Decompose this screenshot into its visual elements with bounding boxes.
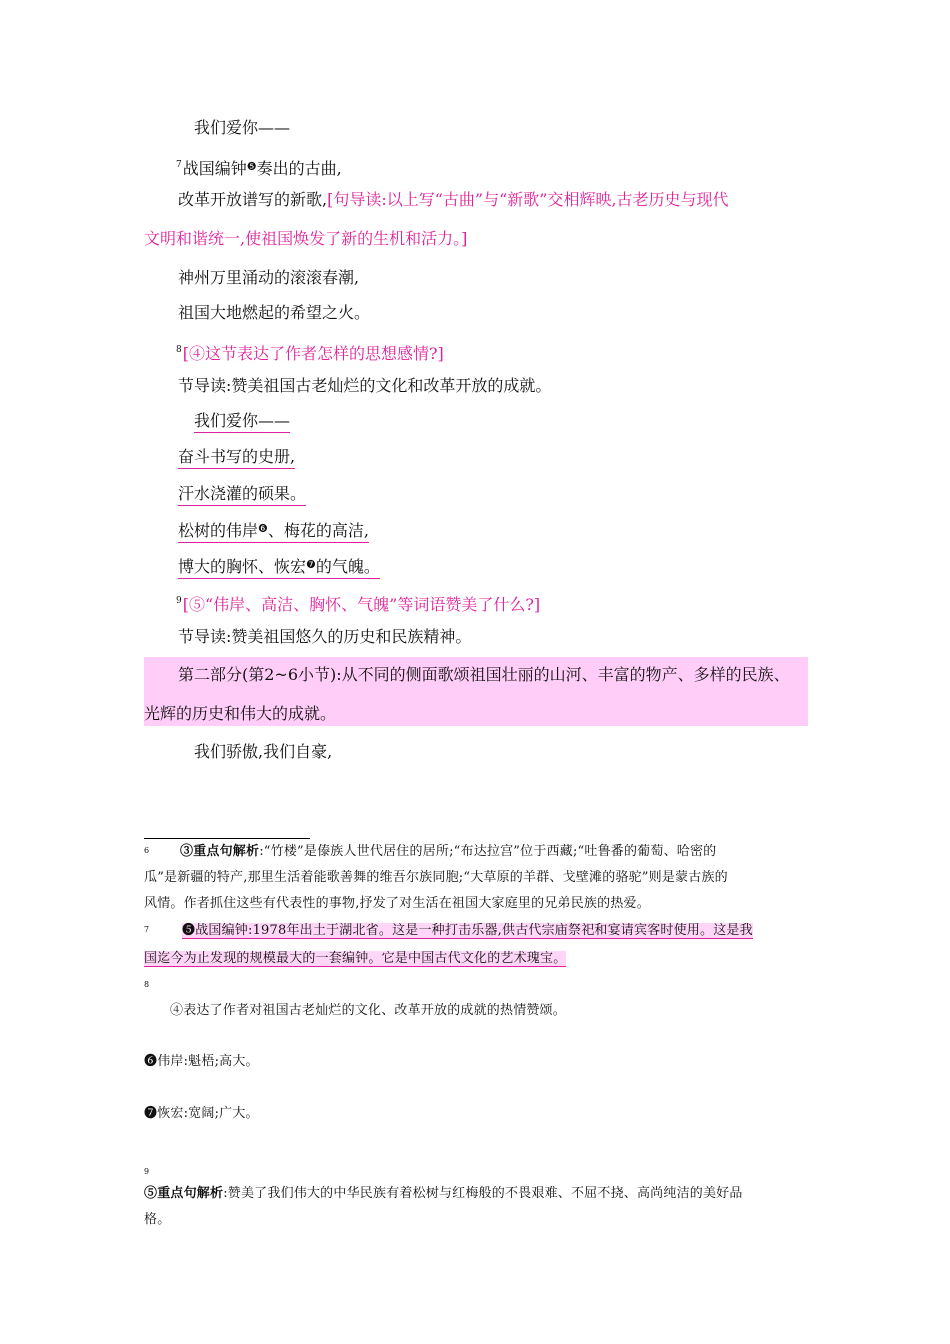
footnote-number: 9: [144, 1167, 150, 1176]
poem-text: 松树的伟岸: [178, 521, 259, 540]
footnote-number: 8: [144, 980, 150, 989]
section-guide: 节导读:赞美祖国悠久的历史和民族精神。: [178, 627, 472, 646]
poem-line: [178, 190, 729, 210]
footnote-text: 风情。作者抓住这些有代表性的事物,抒发了对生活在祖国大家庭里的兄弟民族的热爱。: [144, 896, 650, 911]
section-guide: 节导读:赞美祖国古老灿烂的文化和改革开放的成就。: [178, 376, 552, 395]
highlighted-footnote: 国迄今为止发现的规模最大的一套编钟。它是中国古代文化的艺术瑰宝。: [144, 951, 567, 966]
poem-line: [178, 555, 380, 577]
poem-line: 我们爱你——: [194, 118, 291, 137]
question-text: [⑤“伟岸、高洁、胸怀、气魄”等词语赞美了什么?]: [182, 595, 541, 614]
poem-text: 、梅花的高洁,: [267, 521, 369, 540]
question-text: [④这节表达了作者怎样的思想感情?]: [182, 344, 444, 363]
footnote-label: ⑤重点句解析: [144, 1186, 224, 1201]
poem-line: [194, 411, 290, 431]
footnote-text: 格。: [144, 1212, 171, 1227]
footnote-text: 瓜”是新疆的特产,那里生活着能歌善舞的维吾尔族同胞;“大草原的羊群、戈壁滩的骆驼”则是蒙古族的: [144, 870, 728, 885]
footnote-text: [180, 843, 716, 861]
footnote-text: ④表达了作者对祖国古老灿烂的文化、改革开放的成就的热情赞颂。: [170, 1003, 567, 1018]
footnote-text: [144, 1185, 743, 1203]
poem-text: 的气魄。: [315, 557, 380, 576]
poem-line: [176, 155, 342, 179]
poem-line: 我们骄傲,我们自豪,: [194, 742, 333, 761]
annotation-mark: ❺: [246, 160, 257, 173]
underlined-text: 汗水浇灌的硕果。: [178, 484, 306, 506]
question-line: [176, 591, 540, 615]
footnote-ref: 8: [176, 345, 182, 355]
annotation-mark: ❻: [258, 522, 268, 535]
underlined-text: [178, 557, 380, 579]
footnote-label: ③重点句解析: [180, 844, 260, 859]
footnote-body: :“竹楼”是傣族人世代居住的居所;“布达拉宫”位于西藏;“吐鲁番的葡萄、哈密的: [259, 844, 717, 859]
word-note: ❼恢宏:宽阔;广大。: [144, 1106, 259, 1121]
highlighted-footnote: ❺战国编钟:1978年出土于湖北省。这是一种打击乐器,供古代宗庙祭祀和宴请宾客时使用。这是我: [182, 923, 753, 938]
part-summary: 第二部分(第2~6小节):从不同的侧面歌颂祖国壮丽的山河、丰富的物产、多样的民族、: [178, 665, 790, 684]
poem-line: [178, 484, 306, 504]
footnote-divider: [144, 838, 310, 839]
poem-text: 改革开放谱写的新歌,: [178, 190, 328, 209]
poem-line: [178, 447, 295, 467]
footnote-text: [144, 950, 566, 968]
question-line: [176, 340, 444, 364]
guide-note: [句导读:以上写“古曲”与“新歌”交相辉映,古老历史与现代: [327, 190, 729, 209]
part-summary: 光辉的历史和伟大的成就。: [144, 704, 337, 723]
poem-line: [178, 519, 369, 541]
guide-note: 文明和谐统一,使祖国焕发了新的生机和活力。]: [144, 229, 468, 248]
underlined-text: 我们爱你——: [194, 411, 290, 433]
underlined-text: 奋斗书写的史册,: [178, 447, 295, 469]
poem-text: 博大的胸怀、恢宏: [178, 557, 307, 576]
footnote-ref: 7: [176, 160, 182, 170]
poem-text: 战国编钟: [182, 159, 247, 178]
poem-text: 奏出的古曲,: [256, 159, 342, 178]
footnote-number: 7: [144, 925, 150, 934]
footnote-body: :赞美了我们伟大的中华民族有着松树与红梅般的不畏艰难、不屈不挠、高尚纯洁的美好品: [223, 1186, 743, 1201]
underlined-text: [178, 521, 369, 543]
word-note: ❻伟岸:魁梧;高大。: [144, 1054, 259, 1069]
footnote-number: 6: [144, 846, 150, 855]
poem-line: 神州万里涌动的滚滚春潮,: [178, 268, 360, 287]
annotation-mark: ❼: [306, 558, 316, 571]
footnote-ref: 9: [176, 596, 182, 606]
footnote-text: [182, 922, 753, 940]
poem-line: 祖国大地燃起的希望之火。: [178, 303, 371, 322]
